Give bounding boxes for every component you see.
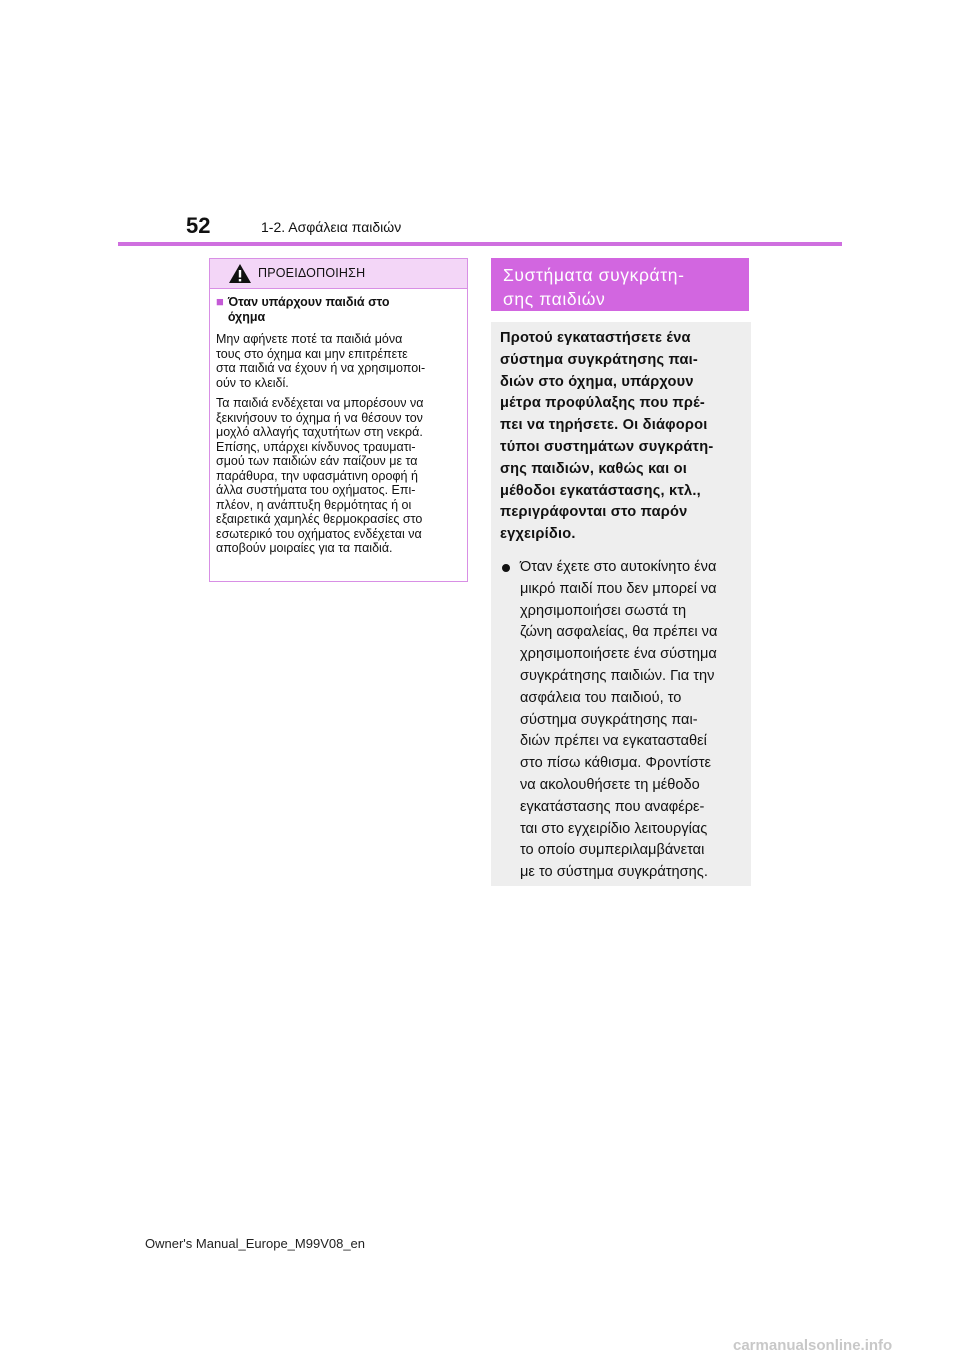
intro-paragraph bbox=[500, 328, 739, 546]
warning-paragraph-1 bbox=[216, 332, 460, 390]
page-number: 52 bbox=[186, 213, 211, 238]
footer-text: Owner's Manual_Europe_M99V08_en bbox=[145, 1236, 366, 1251]
text-line: να ακολουθήσετε τη μέθοδο bbox=[520, 776, 700, 793]
text-line: εγχειρίδιο. bbox=[500, 526, 576, 543]
bullet-dot-icon bbox=[502, 564, 510, 572]
text-line: τους στο όχημα και μην επιτρέπετε bbox=[216, 346, 408, 361]
text-line: μέτρα προφύλαξης που πρέ- bbox=[500, 395, 705, 412]
bullet-text bbox=[520, 557, 717, 884]
text-line: χρησιμοποιήσει σωστά τη bbox=[520, 602, 687, 619]
text-line: μέθοδοι εγκατάστασης, κτλ., bbox=[500, 482, 701, 499]
warning-subheading-line: Όταν υπάρχουν παιδιά στο bbox=[227, 295, 390, 309]
text-line: ται στο εγχειρίδιο λειτουργίας bbox=[520, 820, 708, 837]
text-line: πει να τηρήσετε. Οι διάφοροι bbox=[500, 417, 708, 434]
info-panel bbox=[491, 322, 751, 886]
text-line: το οποίο συμπεριλαμβάνεται bbox=[520, 842, 705, 859]
text-line: ζώνη ασφαλείας, θα πρέπει να bbox=[520, 624, 718, 641]
text-line: σύστημα συγκράτησης παι- bbox=[500, 351, 698, 368]
warning-paragraph-2 bbox=[216, 396, 460, 556]
text-line: Μην αφήνετε ποτέ τα παιδιά μόνα bbox=[216, 332, 403, 346]
text-line: εσωτερικό του οχήματος ενδέχεται να bbox=[216, 526, 422, 541]
text-line: σης παιδιών, καθώς και οι bbox=[500, 460, 687, 477]
topic-heading-line: σης παιδιών bbox=[503, 289, 606, 309]
text-line: ξεκινήσουν το όχημα ή να θέσουν τον bbox=[216, 410, 423, 425]
text-line: συγκράτησης παιδιών. Για την bbox=[520, 667, 715, 684]
text-line: ασφάλεια του παιδιού, το bbox=[520, 689, 682, 706]
warning-title: ΠΡΟΕΙΔΟΠΟΙΗΣΗ bbox=[258, 266, 366, 280]
text-line: στα παιδιά να έχουν ή να χρησιμοποι- bbox=[216, 361, 426, 375]
section-title: 1-2. Ασφάλεια παιδιών bbox=[261, 219, 402, 235]
watermark: carmanualsonline.info bbox=[733, 1337, 893, 1354]
warning-subheading bbox=[216, 295, 460, 324]
text-line: τύποι συστημάτων συγκράτη- bbox=[500, 438, 714, 455]
text-line: εγκατάστασης που αναφέρε- bbox=[520, 798, 705, 815]
text-line: παράθυρα, την υφασμάτινη οροφή ή bbox=[216, 468, 418, 483]
text-line: μικρό παιδί που δεν μπορεί να bbox=[520, 580, 717, 597]
warning-body bbox=[210, 289, 467, 556]
text-line: ούν το κλειδί. bbox=[216, 375, 289, 390]
text-line: περιγράφονται στο παρόν bbox=[500, 504, 688, 521]
text-line: σύστημα συγκράτησης παι- bbox=[520, 711, 698, 728]
text-line: σμού των παιδιών εάν παίζουν με τα bbox=[216, 454, 418, 468]
bullet-item bbox=[500, 557, 739, 884]
text-line: μοχλό αλλαγής ταχυτήτων στη νεκρά. bbox=[216, 425, 423, 439]
text-line: εξαιρετικά χαμηλές θερμοκρασίες στο bbox=[216, 512, 423, 526]
text-line: πλέον, η ανάπτυξη θερμότητας ή οι bbox=[216, 497, 412, 512]
text-line: χρησιμοποιήσετε ένα σύστημα bbox=[520, 646, 717, 663]
text-line: στο πίσω κάθισμα. Φροντίστε bbox=[520, 755, 712, 772]
text-line: Όταν έχετε στο αυτοκίνητο ένα bbox=[520, 558, 717, 575]
warning-header bbox=[210, 259, 467, 289]
text-line: Τα παιδιά ενδέχεται να μπορέσουν να bbox=[216, 396, 424, 410]
text-line: αποβούν μοιραίες για τα παιδιά. bbox=[216, 541, 393, 555]
warning-box bbox=[209, 258, 468, 582]
topic-heading-line: Συστήματα συγκράτη- bbox=[503, 265, 685, 285]
text-line: Επίσης, υπάρχει κίνδυνος τραυματι- bbox=[216, 439, 416, 454]
text-line: με το σύστημα συγκράτησης. bbox=[520, 864, 708, 881]
header-divider bbox=[118, 242, 842, 246]
text-line: Προτού εγκαταστήσετε ένα bbox=[500, 330, 691, 346]
text-line: διών πρέπει να εγκατασταθεί bbox=[520, 733, 707, 750]
topic-heading bbox=[491, 258, 749, 311]
square-bullet-icon: ■ bbox=[216, 294, 224, 309]
warning-subheading-line: όχημα bbox=[227, 309, 266, 324]
text-line: άλλα συστήματα του οχήματος. Επι- bbox=[216, 483, 416, 497]
text-line: διών στο όχημα, υπάρχουν bbox=[500, 373, 694, 390]
warning-triangle-icon bbox=[228, 263, 252, 284]
